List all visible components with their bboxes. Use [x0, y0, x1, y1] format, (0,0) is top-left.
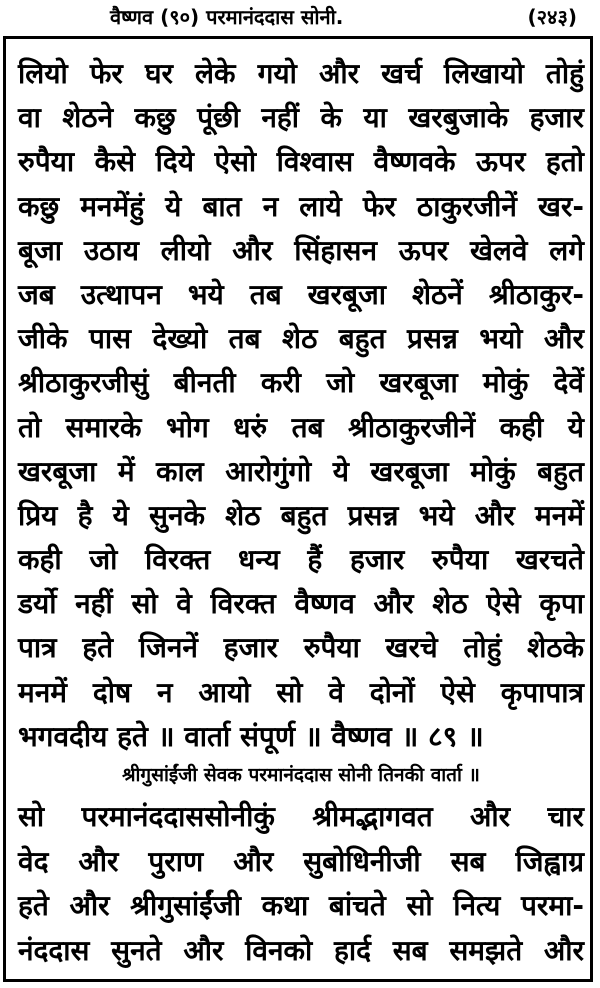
text-line: लियो फेर घर लेके गयो और खर्च लिखायो तोहुं: [18, 57, 584, 90]
text-line: पात्र हते जिननें हजार रुपैया खरचे तोहुं शेठके: [18, 631, 584, 665]
body-text-section-2: [18, 795, 584, 973]
text-line: जब उत्थापन भये तब खरबूजा शेठनें श्रीठाकुर-: [18, 277, 584, 311]
text-line: मनमें दोष न आयो सो वे दोनों ऐसे कृपापात्र: [18, 675, 584, 709]
text-line: श्रीठाकुरजीसुं बीनती करी जो खरबूजा मोकुं देवें: [18, 366, 584, 400]
body-text-section-1: [18, 52, 584, 759]
text-line: जीके पास देख्यो तब शेठ बहुत प्रसन्न भयो और: [18, 322, 584, 356]
text-line: प्रिय है ये सुनके शेठ बहुत प्रसन्न भये और मनमें: [18, 498, 584, 532]
running-title: वैष्णव (९०) परमानंददास सोनी.: [110, 5, 344, 29]
text-line: रुपैया कैसे दिये ऐसो विश्वास वैष्णवके ऊपर हतो: [18, 145, 584, 179]
text-line: बूजा उठाय लीयो और सिंहासन ऊपर खेलवे लगे: [18, 233, 584, 267]
text-line: हते और श्रीगुसांईंजी कथा बांचते सो नित्य परमा-: [18, 889, 584, 922]
text-line: नंददास सुनते और विनको हार्द सब समझते और: [18, 933, 584, 967]
text-line: तो समारके भोग धरुं तब श्रीठाकुरजीनें कही ये: [18, 410, 584, 444]
page-number: (२४३): [527, 5, 577, 29]
page-header: [15, 0, 585, 34]
text-line: वेद और पुराण और सुबोधिनीजी सब जिह्वाग्र: [18, 844, 584, 878]
text-line: कही जो विरक्त धन्य हैं हजार रुपैया खरचते: [18, 543, 584, 577]
text-line: वा शेठने कछु पूंछी नहीं के या खरबुजाके हजार: [18, 101, 584, 135]
text-line: कछु मनमेंहुं ये बात न लाये फेर ठाकुरजीनें खर-: [18, 189, 584, 223]
section-subheading: श्रीगुसांईंजी सेवक परमानंददास सोनी तिनकी वार्ता ॥: [122, 764, 480, 786]
text-line: खरबूजा में काल आरोगुंगो ये खरबूजा मोकुं बहुत: [18, 454, 584, 488]
text-line: सो परमानंददाससोनीकुं श्रीमद्भागवत और चार: [18, 800, 584, 833]
text-line: भगवदीय हते ॥ वार्ता संपूर्ण ॥ वैष्णव ॥ ८९ ॥: [18, 719, 484, 753]
text-line: डर्यो नहीं सो वे विरक्त वैष्णव और शेठ ऐसे कृपा: [18, 587, 584, 621]
